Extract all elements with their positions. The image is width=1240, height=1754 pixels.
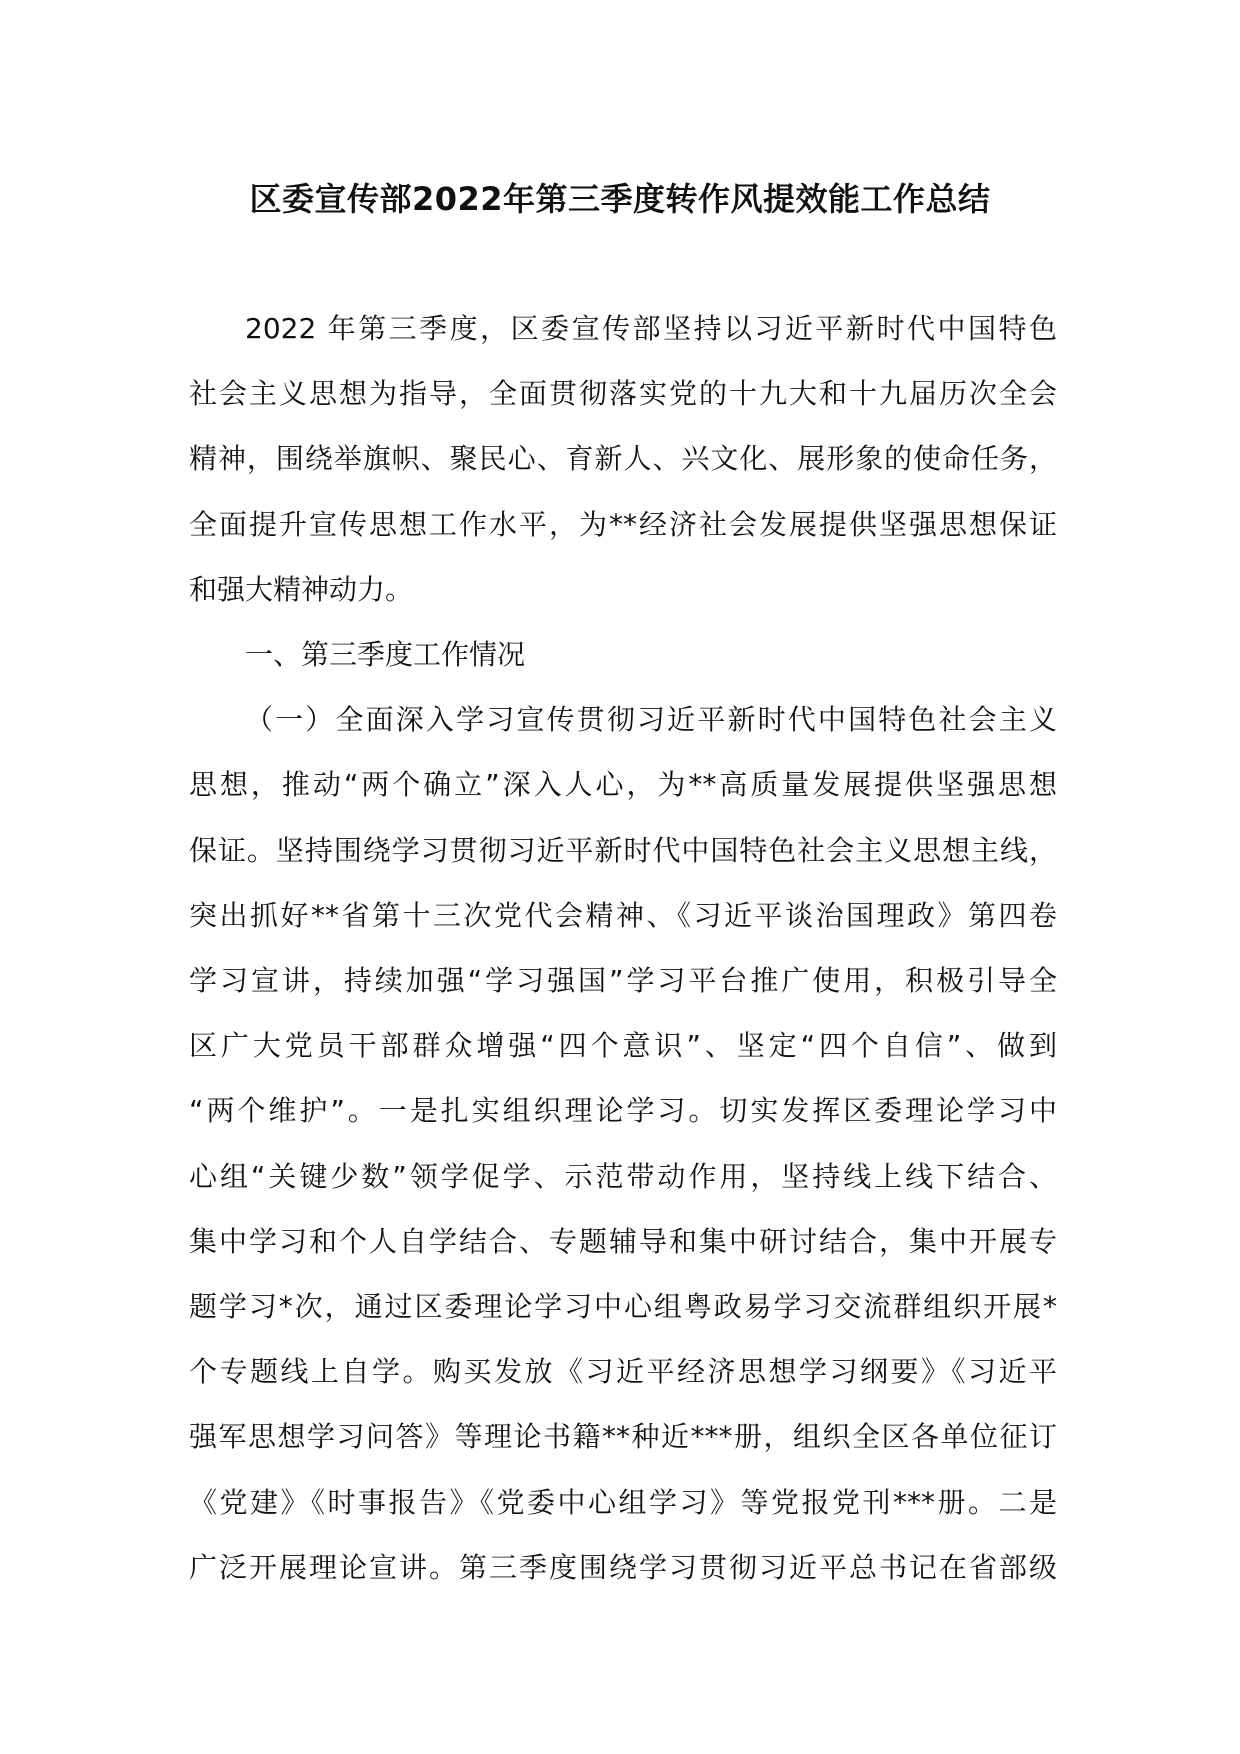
text-line: 保证。坚持围绕学习贯彻习近平新时代中国特色社会主义思想主线， xyxy=(189,833,1057,867)
text-line: 个专题线上自学。购买发放《习近平经济思想学习纲要》《习近平 xyxy=(189,1355,1057,1389)
text-line: 区广大党员干部群众增强“四个意识”、坚定“四个自信”、做到 xyxy=(189,1029,1057,1063)
text-line: 强军思想学习问答》等理论书籍**种近***册，组织全区各单位征订 xyxy=(189,1420,1057,1454)
text-line: 和强大精神动力。 xyxy=(189,572,414,606)
text-line: 思想，推动“两个确立”深入人心，为**高质量发展提供坚强思想 xyxy=(189,768,1057,802)
text-line: 精神，围绕举旗帜、聚民心、育新人、兴文化、展形象的使命任务， xyxy=(189,442,1057,476)
text-line: 学习宣讲，持续加强“学习强国”学习平台推广使用，积极引导全 xyxy=(189,964,1057,997)
text-line: 心组“关键少数”领学促学、示范带动作用，坚持线上线下结合、 xyxy=(189,1159,1057,1193)
text-line: 2022 年第三季度，区委宣传部坚持以习近平新时代中国特色 xyxy=(245,312,1057,345)
document-title: 区委宣传部2022年第三季度转作风提效能工作总结 xyxy=(249,180,991,218)
text-line: （一）全面深入学习宣传贯彻习近平新时代中国特色社会主义 xyxy=(245,703,1057,737)
text-line: 题学习*次，通过区委理论学习中心组粤政易学习交流群组织开展* xyxy=(189,1290,1057,1323)
text-line: 突出抓好**省第十三次党代会精神、《习近平谈治国理政》第四卷 xyxy=(189,898,1057,932)
text-line: 广泛开展理论宣讲。第三季度围绕学习贯彻习近平总书记在省部级 xyxy=(189,1550,1057,1584)
text-line: 《党建》《时事报告》《党委中心组学习》等党报党刊***册。二是 xyxy=(189,1485,1057,1519)
text-line: 全面提升宣传思想工作水平，为**经济社会发展提供坚强思想保证 xyxy=(189,507,1057,541)
text-line: 集中学习和个人自学结合、专题辅导和集中研讨结合，集中开展专 xyxy=(189,1224,1057,1258)
text-line: “两个维护”。一是扎实组织理论学习。切实发挥区委理论学习中 xyxy=(189,1094,1057,1128)
text-line: 社会主义思想为指导，全面贯彻落实党的十九大和十九届历次全会 xyxy=(189,377,1057,411)
text-line: 一、第三季度工作情况 xyxy=(245,638,526,671)
